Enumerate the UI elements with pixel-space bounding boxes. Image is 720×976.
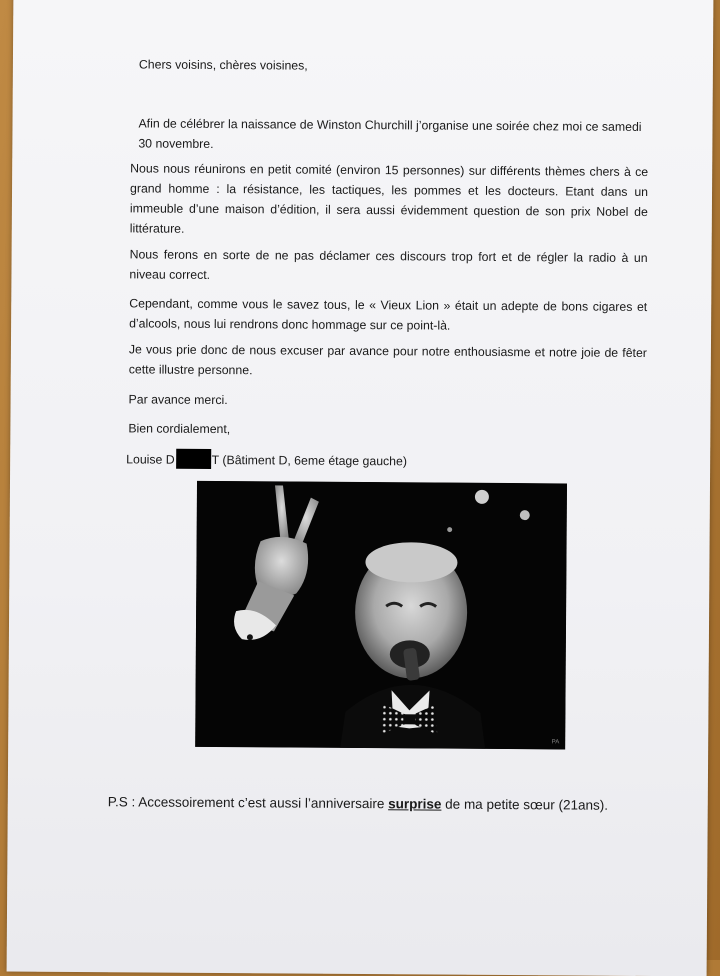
postscript [108, 792, 608, 815]
redaction-bar [176, 449, 211, 469]
photo-credit: PA [551, 739, 560, 746]
paragraph-apology: Je vous prie donc de nous excuser par avance pour notre enthousiasme et notre joie de fêter cette illustre personne. [128, 342, 647, 378]
postscript-suffix: de ma petite sœur (21ans). [445, 796, 609, 813]
postscript-emphasis: surprise [388, 796, 442, 812]
paragraph-themes: Nous nous réunirons en petit comité (environ 15 personnes) sur différents thèmes chers à ce grand homme : la résistance, les tactiques, les pommes et les docteurs. Etant dans un immeuble d’une maison d’édition, il sera aussi évidemment question de son prix Nobel de littérature. [129, 161, 649, 236]
background-light-3 [447, 527, 452, 532]
churchill-photo [195, 481, 567, 750]
signature-name-end: T [211, 452, 220, 468]
churchill-illustration [195, 481, 567, 750]
letter-greeting: Chers voisins, chères voisines, [138, 57, 308, 73]
background-light-2 [520, 510, 530, 520]
paragraph-invitation: Afin de célébrer la naissance de Winston Churchill j’organise une soirée chez moi ce samedi 30 novembre. [138, 116, 642, 151]
background-light-1 [475, 490, 489, 504]
signature-address: (Bâtiment D, 6eme étage gauche) [222, 453, 408, 469]
letter-closing: Bien cordialement, [128, 421, 231, 437]
paragraph-cigars: Cependant, comme vous le savez tous, le « Vieux Lion » était un adepte de bons cigares et d’alcools, nous lui rendrons donc hommage sur ce point-là. [129, 296, 648, 333]
paragraph-thanks: Par avance merci. [128, 392, 228, 408]
signature-name-start: Louise D [126, 452, 175, 467]
postscript-prefix: P.S : Accessoirement c’est aussi l’anniversaire [107, 794, 385, 812]
paragraph-noise: Nous ferons en sorte de ne pas déclamer ces discours trop fort et de régler la radio à un niveau correct. [129, 247, 648, 282]
letter-sheet [7, 0, 714, 976]
letter-signature [126, 448, 407, 471]
